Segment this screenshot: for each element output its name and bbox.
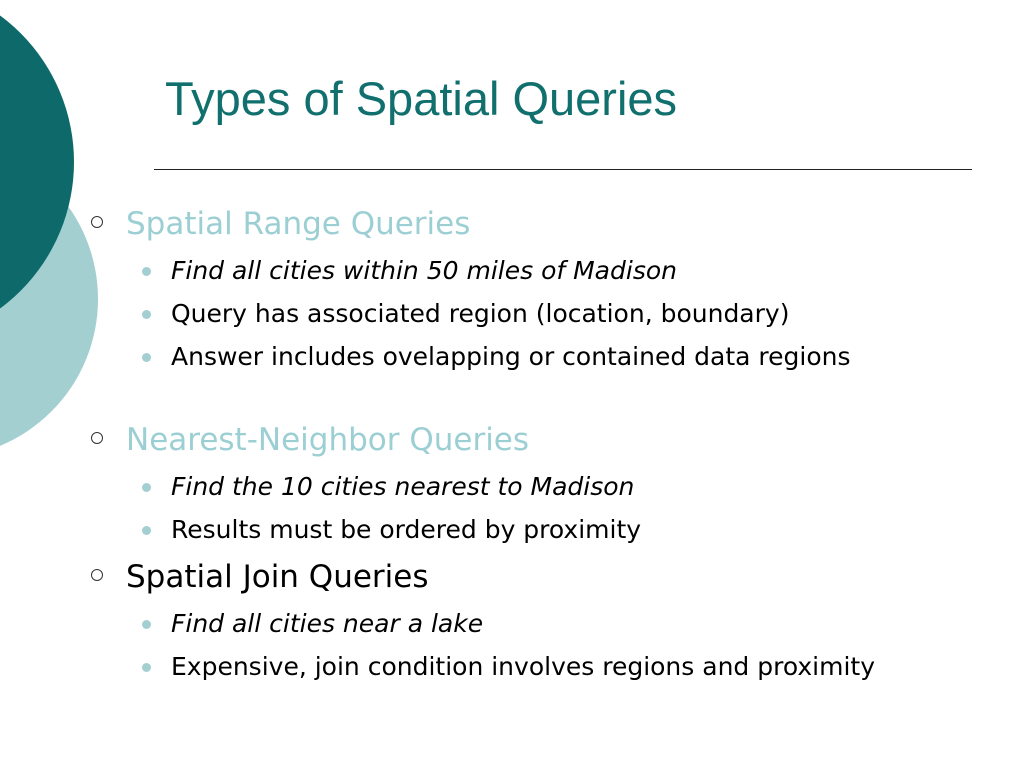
list-item — [171, 469, 961, 504]
bullet-dot-icon — [142, 353, 151, 362]
section-heading-text: Nearest-Neighbor Queries — [126, 422, 530, 458]
section-heading-nearest-neighbor — [126, 420, 529, 460]
bullet-dot-icon — [142, 620, 151, 629]
hollow-bullet-icon — [91, 569, 103, 581]
list-item — [171, 606, 961, 641]
section-heading-range — [126, 204, 470, 244]
hollow-bullet-icon — [91, 432, 103, 444]
section-heading-text: Spatial Join Queries — [126, 559, 429, 595]
list-item-text: Find the 10 cities nearest to Madison — [171, 472, 635, 501]
list-item-text: Results must be ordered by proximity — [171, 515, 642, 544]
title-divider — [154, 169, 972, 170]
list-item — [171, 339, 961, 374]
list-item — [171, 512, 961, 547]
list-item — [171, 253, 961, 288]
list-item — [171, 296, 961, 331]
list-item-text: Expensive, join condition involves regions and proximity — [171, 652, 875, 681]
bullet-dot-icon — [142, 310, 151, 319]
list-item-text: Query has associated region (location, boundary) — [171, 299, 790, 328]
bullet-dot-icon — [142, 526, 151, 535]
list-item-text: Answer includes ovelapping or contained data regions — [171, 342, 851, 371]
bullet-dot-icon — [142, 663, 151, 672]
list-item-text: Find all cities within 50 miles of Madison — [171, 256, 677, 285]
hollow-bullet-icon — [91, 216, 103, 228]
bullet-dot-icon — [142, 267, 151, 276]
slide-title: Types of Spatial Queries — [165, 72, 678, 125]
list-item — [171, 649, 961, 684]
section-heading-spatial-join — [126, 557, 429, 597]
list-item-text: Find all cities near a lake — [171, 609, 484, 638]
section-heading-text: Spatial Range Queries — [126, 206, 471, 242]
bullet-dot-icon — [142, 483, 151, 492]
